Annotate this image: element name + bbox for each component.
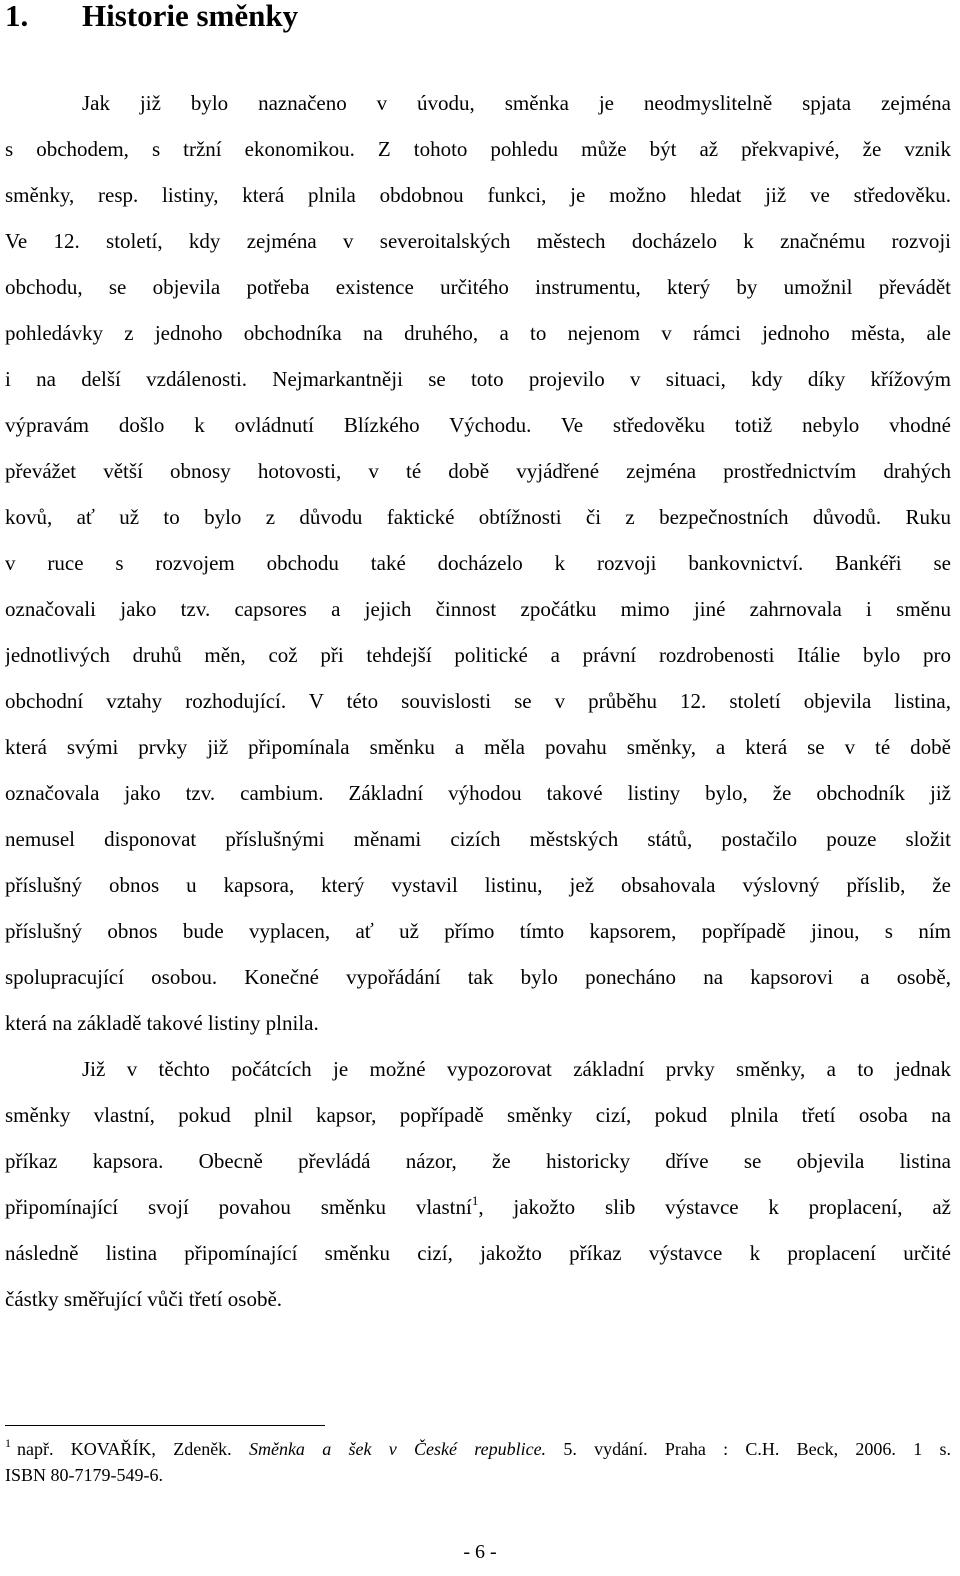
- paragraph-1: [5, 80, 951, 1046]
- text-line: i na delší vzdálenosti. Nejmarkantněji se toto projevilo v situaci, kdy díky křížovým: [5, 367, 951, 391]
- footnote-lead: např. KOVAŘÍK, Zdeněk.: [17, 1439, 249, 1459]
- footnote: [5, 1436, 951, 1488]
- text-line: Jak již bylo naznačeno v úvodu, směnka je neodmyslitelně spjata zejména: [82, 91, 951, 115]
- text-line: která svými prvky již připomínala směnku a měla povahu směnky, a která se v té době: [5, 735, 951, 759]
- text-line: výpravám došlo k ovládnutí Blízkého Východu. Ve středověku totiž nebylo vhodné: [5, 413, 951, 437]
- text-line: Ve 12. století, kdy zejména v severoitalských městech docházelo k značnému rozvoji: [5, 229, 951, 253]
- text-line: směnky vlastní, pokud plnil kapsor, popřípadě směnky cizí, pokud plnila třetí osoba na: [5, 1103, 951, 1127]
- text-line: následně listina připomínající směnku cizí, jakožto příkaz výstavce k proplacení určité: [5, 1241, 951, 1265]
- text-segment: , jakožto slib výstavce k proplacení, až: [478, 1195, 951, 1219]
- page-number: - 6 -: [463, 1541, 497, 1563]
- text-line: převážet větší obnosy hotovosti, v té době vyjádřené zejména prostřednictvím drahých: [5, 459, 951, 483]
- footnote-marker: 1: [5, 1436, 11, 1450]
- text-line: částky směřující vůči třetí osobě.: [5, 1287, 283, 1311]
- body-text: [5, 80, 951, 1322]
- text-line: příkaz kapsora. Obecně převládá názor, že historicky dříve se objevila listina: [5, 1149, 951, 1173]
- text-line: spolupracující osobou. Konečné vypořádání tak bylo ponecháno na kapsorovi a osobě,: [5, 965, 951, 989]
- text-line: pohledávky z jednoho obchodníka na druhého, a to nejenom v rámci jednoho města, ale: [5, 321, 951, 345]
- chapter-heading: [5, 0, 298, 36]
- text-line: obchodu, se objevila potřeba existence určitého instrumentu, který by umožnil převádět: [5, 275, 951, 299]
- text-line: nemusel disponovat příslušnými měnami cizích městských států, postačilo pouze složit: [5, 827, 951, 851]
- text-line: označovali jako tzv. capsores a jejich činnost zpočátku mimo jiné zahrnovala i směnu: [5, 597, 951, 621]
- footnote-separator: [5, 1425, 325, 1426]
- chapter-title: Historie směnky: [82, 0, 299, 33]
- text-line: v ruce s rozvojem obchodu také docházelo k rozvoji bankovnictví. Bankéři se: [5, 551, 951, 575]
- footnote-title: Směnka a šek v České republice.: [248, 1439, 547, 1459]
- text-segment: připomínající svojí povahou směnku vlastní: [5, 1195, 472, 1219]
- paragraph-2: [5, 1046, 951, 1322]
- chapter-number: 1.: [5, 0, 29, 33]
- text-line: příslušný obnos u kapsora, který vystavil listinu, jež obsahovala výslovný příslib, že: [5, 873, 951, 897]
- text-line: Již v těchto počátcích je možné vypozorovat základní prvky směnky, a to jednak: [82, 1057, 951, 1081]
- text-line: jednotlivých druhů měn, což při tehdejší politické a právní rozdrobenosti Itálie bylo pro: [5, 643, 951, 667]
- footnote-reference[interactable]: 1: [471, 1193, 479, 1208]
- footnote-tail: 5. vydání. Praha : C.H. Beck, 2006. 1 s.: [546, 1439, 951, 1459]
- text-line-with-footnote-ref: [5, 1184, 951, 1230]
- text-line: označovala jako tzv. cambium. Základní výhodou takové listiny bylo, že obchodník již: [5, 781, 951, 805]
- text-line: kovů, ať už to bylo z důvodu faktické obtížnosti či z bezpečnostních důvodů. Ruku: [5, 505, 951, 529]
- text-line: příslušný obnos bude vyplacen, ať už přímo tímto kapsorem, popřípadě jinou, s ním: [5, 919, 951, 943]
- text-line: směnky, resp. listiny, která plnila obdobnou funkci, je možno hledat již ve středověku.: [5, 183, 951, 207]
- text-line: která na základě takové listiny plnila.: [5, 1011, 319, 1035]
- text-line: obchodní vztahy rozhodující. V této souvislosti se v průběhu 12. století objevila listina,: [5, 689, 951, 713]
- text-line: s obchodem, s tržní ekonomikou. Z tohoto pohledu může být až překvapivé, že vznik: [5, 137, 951, 161]
- footnote-isbn: ISBN 80-7179-549-6.: [5, 1465, 163, 1485]
